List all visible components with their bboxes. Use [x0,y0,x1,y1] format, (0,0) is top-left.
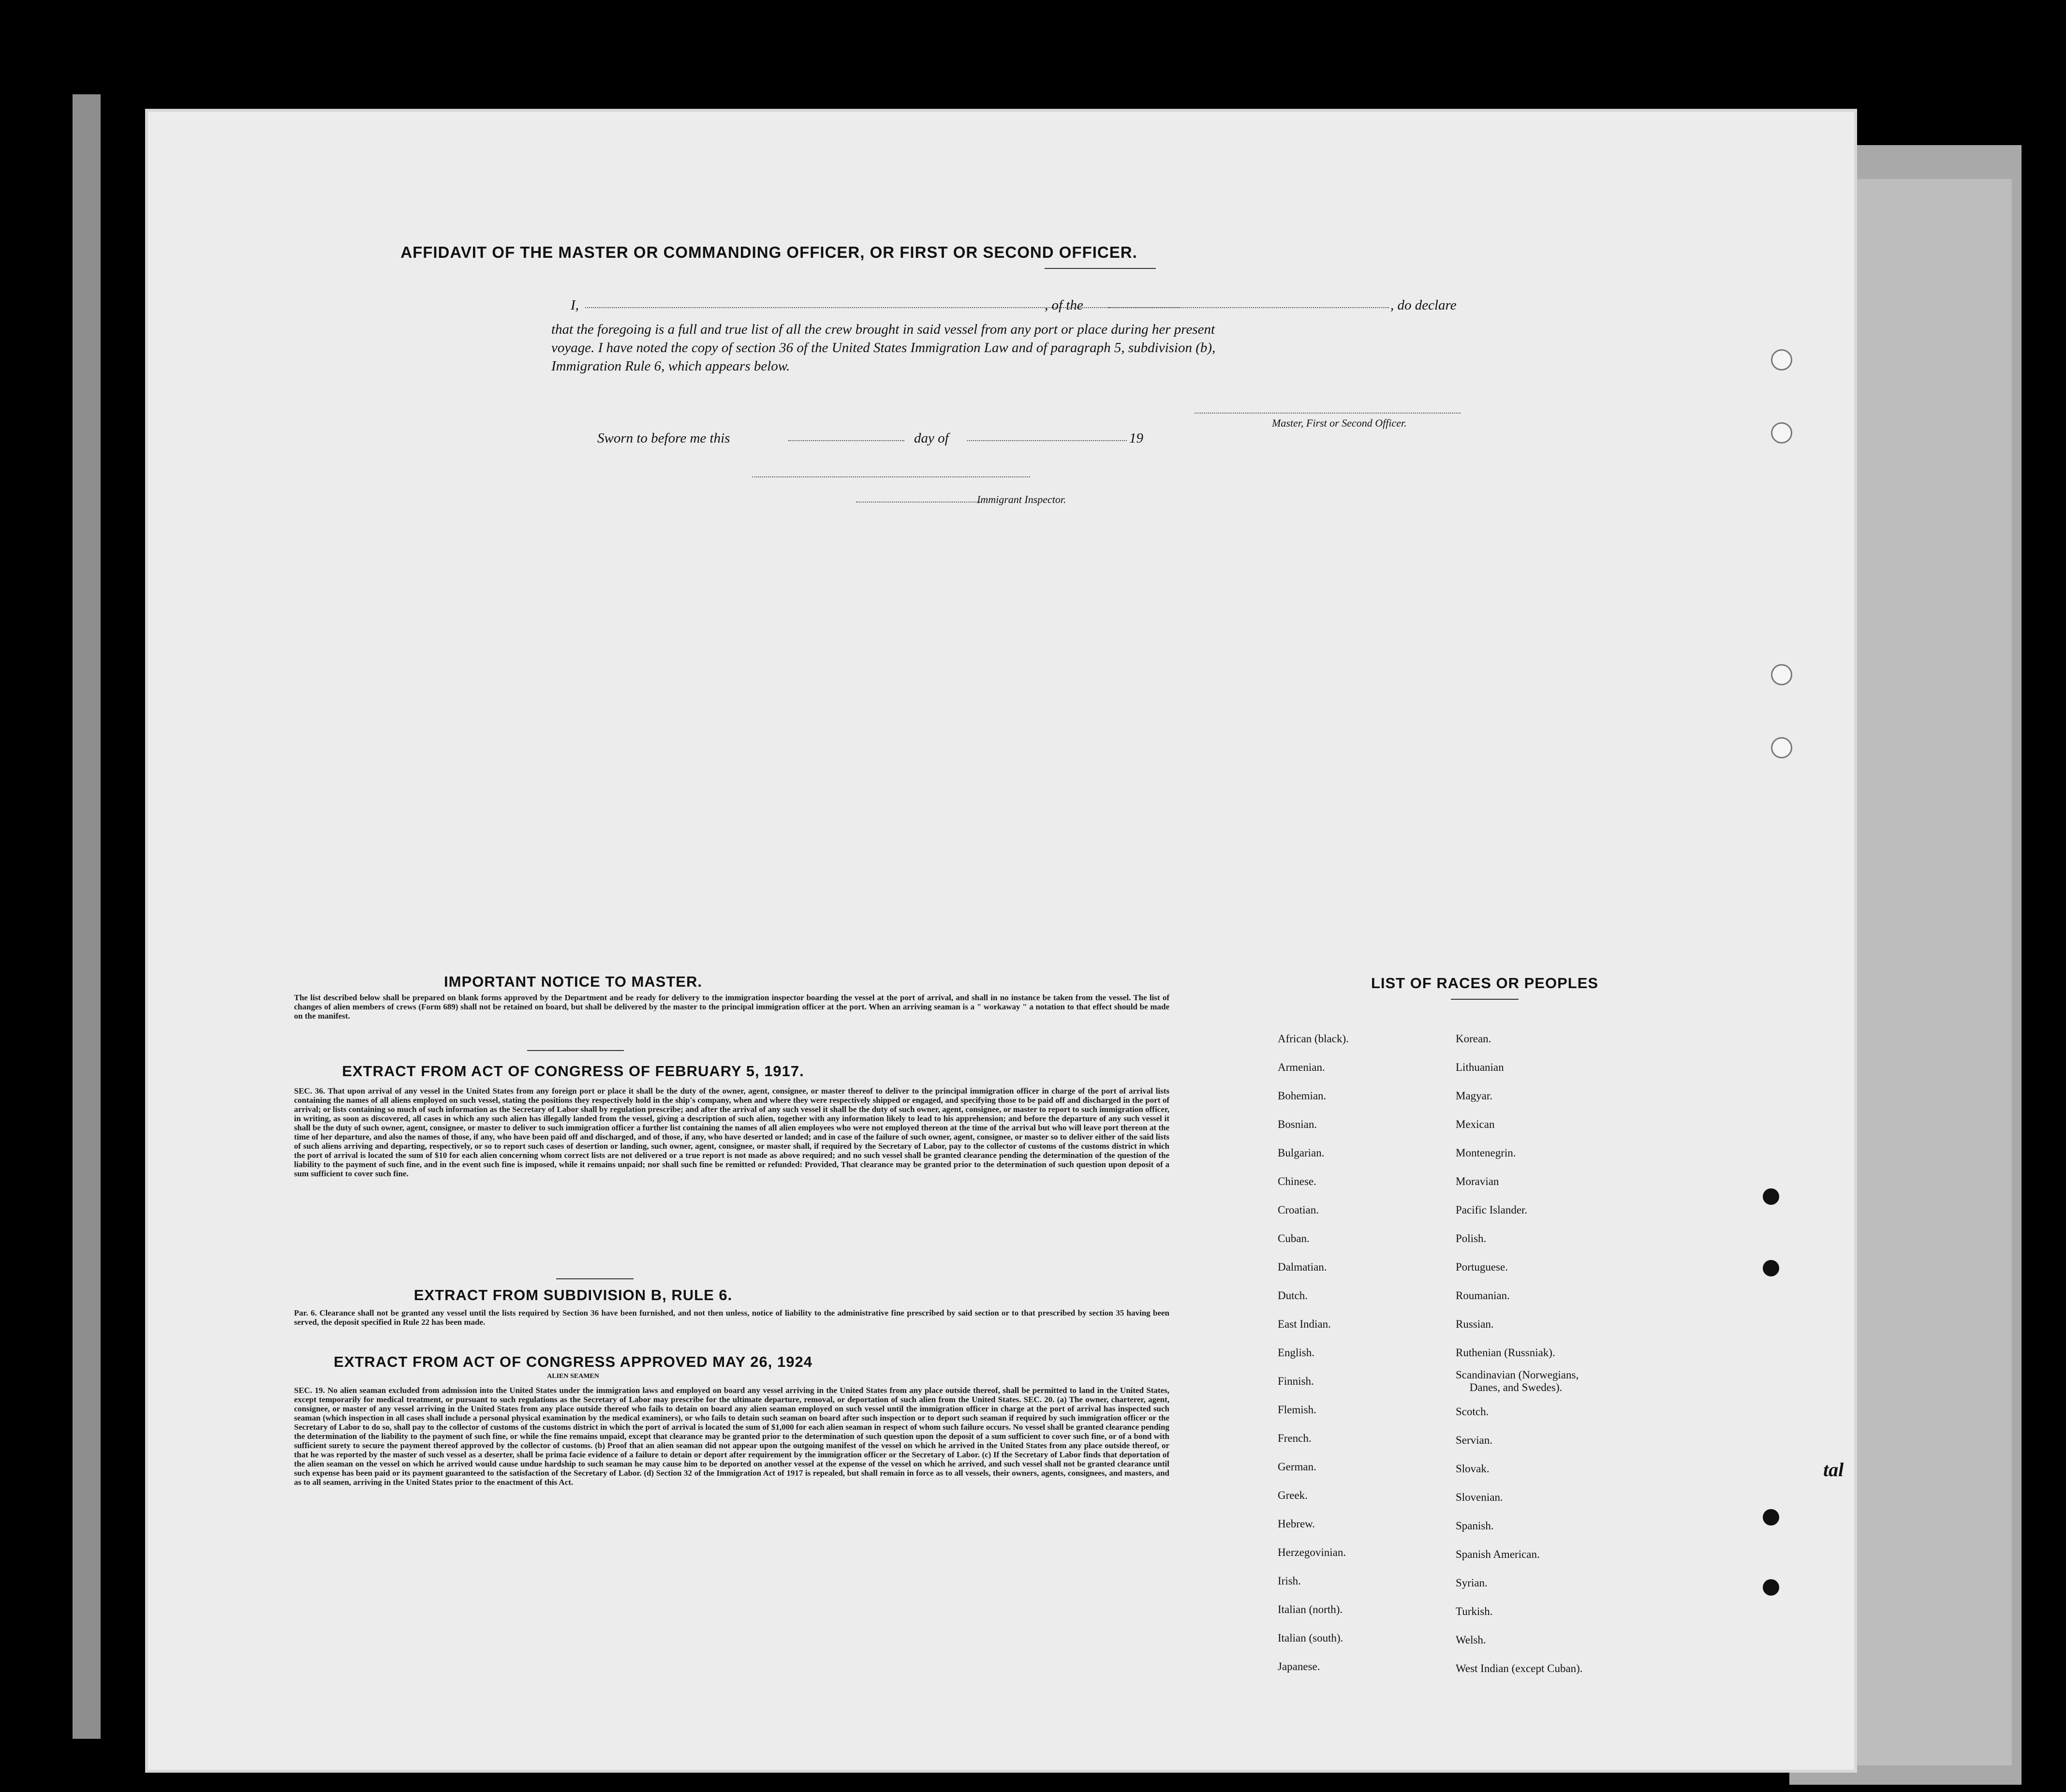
race-item: African (black). [1278,1033,1349,1045]
race-item: English. [1278,1347,1315,1359]
day-line [788,440,904,441]
race-item: Moravian [1456,1175,1499,1187]
race-item: Portuguese. [1456,1261,1508,1273]
races-title: LIST OF RACES OR PEOPLES [1371,975,1599,992]
race-item: Pacific Islander. [1456,1204,1528,1216]
rule6-text: Par. 6. Clearance shall not be granted any vessel until the lists required by Section 36 have been furnished, and not then unless, notice of liability to the administrative fine prescribed by said section or to that prescribed by section 35 having been served, the deposit specified in Rule 22 has been made. [294,1308,1169,1327]
inspector-label: Immigrant Inspector. [977,493,1066,505]
race-item: East Indian. [1278,1318,1331,1330]
affidavit-i: I, [571,297,579,313]
month-line [967,440,1127,441]
race-item: Mexican [1456,1118,1495,1130]
extract-1917-title: EXTRACT FROM ACT OF CONGRESS OF FEBRUARY 5, 1917. [342,1063,804,1080]
race-item: Italian (north). [1278,1603,1343,1615]
race-item: Scotch. [1456,1406,1489,1418]
race-item: Servian. [1456,1434,1493,1446]
punch-dot [1763,1579,1779,1596]
day-of-label: day of [914,430,949,446]
race-item: Magyar. [1456,1090,1493,1102]
extract-1917-text: SEC. 36. That upon arrival of any vessel in the United States from any foreign port or place it shall be the duty of the owner, agent, consignee, or master thereof to deliver to the principal immigration officer in charge of the port of arrival lists containing the names of all aliens employed on such vessel, stating the positions they respectively hold in the ship's company, when and where they were respectively shipped or engaged, and specifying those to be paid off and discharged in the port of arrival; or lists containing so much of such information as the Secretary of Labor shall by regulation prescribe; and after the arrival of any such vessel it shall be the duty of such owner, agent, consignee, or master to report to such immigration officer, in writing, as soon as discovered, all cases in which any such alien has illegally landed from the vessel, giving a description of such alien, together with any information likely to lead to his apprehension; and before the departure of any such vessel it shall be the duty of such owner, agent, consignee, or master to deliver to such immigration officer a further list containing the names of all alien employees who were not employed thereon at the time of the arrival but who will leave port thereon at the time of her departure, and also the names of those, if any, who have been paid off and discharged, and of those, if any, who have deserted or landed; and in case of the failure of such owner, agent, consignee, or master so to deliver either of the said lists of such aliens arriving and departing, respectively, or so to report such cases of desertion or landing, such owner, agent, consignee, or master shall, if required by the Secretary of Labor, pay to the collector of customs of the customs district in which the port of arrival is located the sum of $10 for each alien concerning whom correct lists are not delivered or a true report is not made as above required; and no such vessel shall be granted clearance pending the determination of the question of the liability to the payment of such fine, and in the event such fine is imposed, while it remains unpaid; nor shall such fine be remitted or refunded: Provided, That clearance may be granted prior to the determination of such question upon deposit of a sum sufficient to cover such fine. [294,1086,1169,1178]
race-item: Japanese. [1278,1660,1320,1673]
name-line [585,307,1180,308]
race-item: Finnish. [1278,1375,1314,1387]
rule6-title: EXTRACT FROM SUBDIVISION B, RULE 6. [413,1287,733,1303]
race-item: Lithuanian [1456,1061,1504,1073]
race-item: Armenian. [1278,1061,1325,1073]
master-label: Master, First or Second Officer. [1272,417,1407,429]
race-item: Flemish. [1278,1404,1316,1416]
race-item: Bosnian. [1278,1118,1317,1130]
affidavit-line-2: that the foregoing is a full and true list of all the crew brought in said vessel from any port or place during her present [551,322,1215,337]
punch-dot [1763,1188,1779,1205]
punch-dot [1763,1260,1779,1276]
race-item: Korean. [1456,1033,1491,1045]
affidavit-title: AFFIDAVIT OF THE MASTER OR COMMANDING OFFICER, OR FIRST OR SECOND OFFICER. [400,243,1137,261]
race-item: Montenegrin. [1456,1147,1516,1159]
race-item: Roumanian. [1456,1289,1510,1302]
notice-text: The list described below shall be prepared on blank forms approved by the Department and be ready for delivery to the immigration inspector boarding the vessel at the port of arrival, and shall in no instance be taken from the vessel. The list of changes of alien members of crews (Form 689) shall not be retained on board, but shall be delivered by the master to the principal immigration officer at the port. When an arriving seaman is a " workaway " a notation to that effect should be made on the manifest. [294,993,1169,1021]
race-item: Welsh. [1456,1634,1486,1646]
race-item: Dutch. [1278,1289,1308,1302]
notice-title: IMPORTANT NOTICE TO MASTER. [444,973,702,990]
punch-hole [1771,737,1792,758]
races-left-column [1278,1024,1349,1681]
race-item: Spanish American. [1456,1548,1540,1560]
race-item: West Indian (except Cuban). [1456,1662,1583,1674]
race-item: Russian. [1456,1318,1494,1330]
sworn-label: Sworn to before me this [597,430,730,446]
race-item: Dalmatian. [1278,1261,1327,1273]
races-right-column [1456,1024,1583,1683]
race-item: German. [1278,1461,1316,1473]
affidavit-line-4: Immigration Rule 6, which appears below. [551,358,790,374]
race-item: Polish. [1456,1232,1487,1244]
affidavit-line-3: voyage. I have noted the copy of section 36 of the United States Immigration Law and of paragraph 5, subdivision (b), [551,340,1216,355]
race-item: Scandinavian (Norwegians, Danes, and Swedes). [1456,1369,1579,1393]
race-item: Cuban. [1278,1232,1310,1244]
title-rule [1045,268,1156,269]
race-item: Croatian. [1278,1204,1319,1216]
punch-hole [1771,664,1792,685]
extract-1924-text: SEC. 19. No alien seaman excluded from admission into the United States under the immigration laws and employed on board any vessel arriving in the United States from any place outside thereof, shall be permitted to land in the United States, except temporarily for medical treatment, or pursuant to such regulations as the Secretary of Labor may prescribe for the ultimate departure, removal, or deportation of such alien from the United States. SEC. 20. (a) The owner, charterer, agent, consignee, or master of any vessel arriving in the United States from any place outside thereof who fails to detain on board any alien seaman employed on such vessel until the immigration officer in charge at the port of arrival has inspected such seaman (which inspection in all cases shall include a personal physical examination by the medical examiners), or who fails to detain such seaman on board after such inspection or to deport such seaman if required by such immigration officer or the Secretary of Labor to do so, shall pay to the collector of customs of the customs district in which the port of arrival is located the sum of $1,000 for each alien seaman in respect of whom such failure occurs. No vessel shall be granted clearance pending the determination of the liability to the payment of such fine, or while the fine remains unpaid, except that clearance may be granted prior to the determination of such question upon the deposit of a sum sufficient to cover such fine, or of a bond with sufficient surety to secure the payment thereof approved by the collector of customs. (b) Proof that an alien seaman did not appear upon the outgoing manifest of the vessel on which he arrived in the United States from any place outside thereof, or that he was reported by the master of such vessel as a deserter, shall be prima facie evidence of a failure to detain or deport after requirement by the immigration officer or the Secretary of Labor. (c) If the Secretary of Labor finds that deportation of the alien seaman on the vessel on which he arrived would cause undue hardship to such seaman he may cause him to be deported on another vessel at the expense of the vessel on which he arrived, and such vessel shall not be granted clearance until such expense has been paid or its payment guaranteed to the satisfaction of the Secretary of Labor. (d) Section 32 of the Immigration Act of 1917 is repealed, but shall remain in force as to all vessels, their owners, agents, consignees, and masters, and as to all seamen, arriving in the United States prior to the enactment of this Act. [294,1386,1169,1487]
races-rule [1451,999,1519,1000]
section-rule [556,1278,634,1279]
race-item: Spanish. [1456,1520,1494,1532]
punch-hole [1771,422,1792,444]
race-item: Irish. [1278,1575,1301,1587]
race-item: French. [1278,1432,1312,1444]
race-item: Ruthenian (Russniak). [1456,1347,1555,1359]
vessel-line [1108,307,1389,308]
page-edge-left [73,94,101,1739]
race-item: Italian (south). [1278,1632,1343,1644]
document-page [145,109,1857,1773]
race-item: Slovenian. [1456,1491,1503,1503]
race-item: Hebrew. [1278,1518,1315,1530]
master-signature-line [1195,413,1461,414]
margin-fragment: tal [1823,1459,1844,1481]
inspector-signature-line [752,476,1030,477]
year-prefix: 19 [1129,430,1143,446]
race-item: Bulgarian. [1278,1147,1325,1159]
race-item: Chinese. [1278,1175,1316,1187]
race-item: Herzegovinian. [1278,1546,1346,1558]
affidavit-of-the: , of the [1045,297,1083,313]
race-item: Greek. [1278,1489,1308,1501]
race-item: Syrian. [1456,1577,1488,1589]
punch-hole [1771,349,1792,370]
section-rule [527,1050,624,1051]
race-item: Bohemian. [1278,1090,1327,1102]
extract-1924-title: EXTRACT FROM ACT OF CONGRESS APPROVED MAY 26, 1924 [334,1353,812,1370]
inspector-line-2 [856,502,982,503]
race-item: Turkish. [1456,1605,1493,1617]
extract-1924-subtitle: ALIEN SEAMEN [547,1373,599,1380]
race-item: Slovak. [1456,1463,1490,1475]
punch-dot [1763,1509,1779,1525]
affidavit-declare: , do declare [1390,297,1457,313]
